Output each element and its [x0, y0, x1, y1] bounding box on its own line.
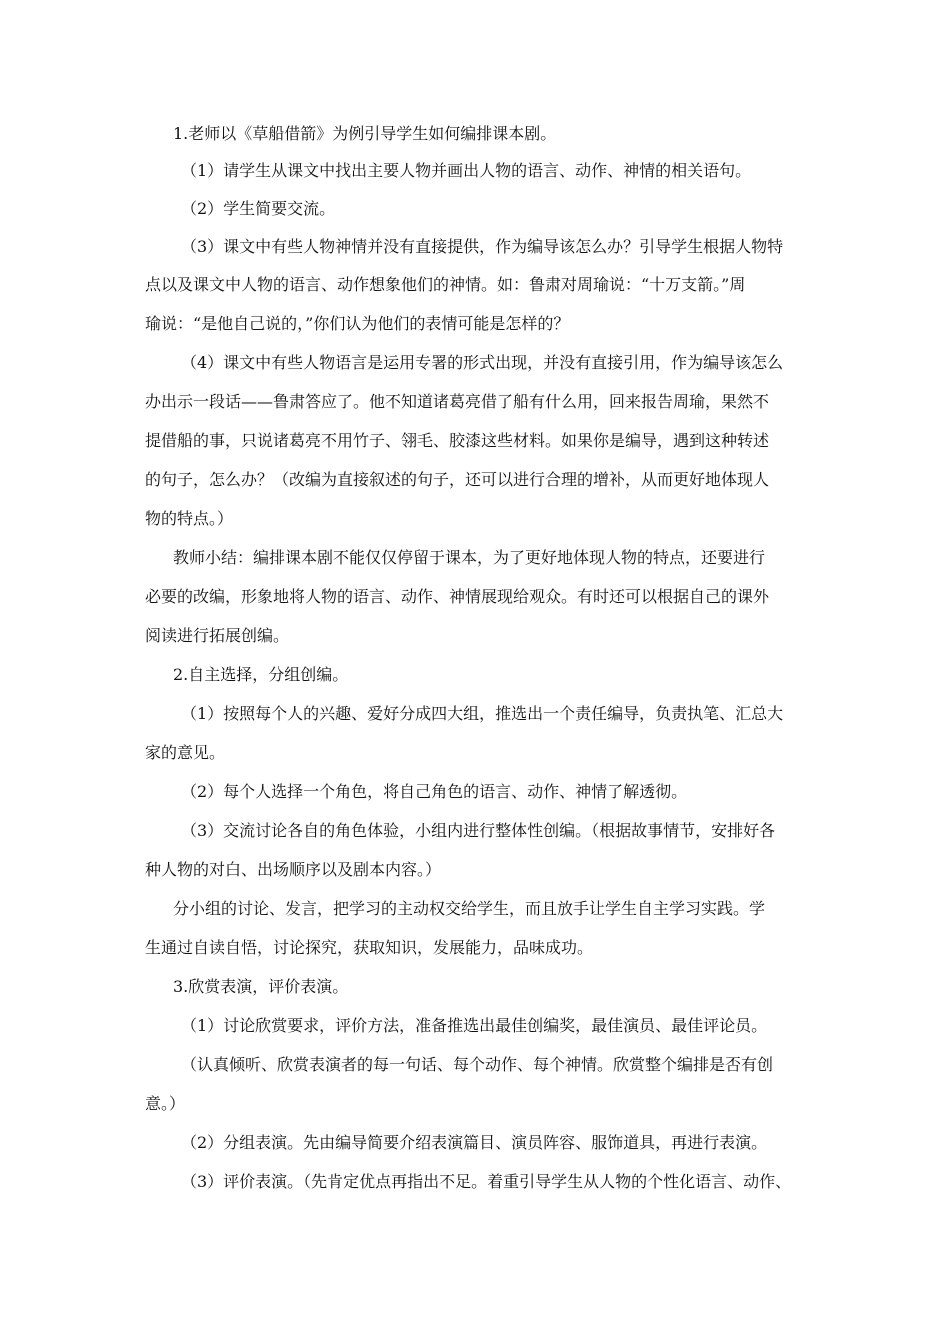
paragraph-line: （3）课文中有些人物神情并没有直接提供，作为编导该怎么办？引导学生根据人物特: [181, 237, 784, 256]
paragraph-line: （1）请学生从课文中找出主要人物并画出人物的语言、动作、神情的相关语句。: [181, 161, 752, 180]
paragraph-line: 必要的改编，形象地将人物的语言、动作、神情展现给观众。有时还可以根据自己的课外: [145, 587, 770, 606]
paragraph-line: （2）分组表演。先由编导简要介绍表演篇目、演员阵容、服饰道具，再进行表演。: [181, 1133, 768, 1152]
section-heading-3: 3.欣赏表演，评价表演。: [173, 977, 349, 996]
paragraph-line: （1）讨论欣赏要求，评价方法，准备推选出最佳创编奖，最佳演员、最佳评论员。: [181, 1016, 768, 1035]
paragraph-line: 生通过自读自悟，讨论探究，获取知识，发展能力，品味成功。: [145, 938, 594, 957]
paragraph-line: 办出示一段话——鲁肃答应了。他不知道诸葛亮借了船有什么用，回来报告周瑜，果然不: [145, 392, 770, 411]
paragraph-line: （3）交流讨论各自的角色体验，小组内进行整体性创编。（根据故事情节，安排好各: [181, 821, 776, 840]
paragraph-line: （1）按照每个人的兴趣、爱好分成四大组，推选出一个责任编导，负责执笔、汇总大: [181, 704, 784, 723]
section-heading-2: 2.自主选择，分组创编。: [173, 665, 349, 684]
paragraph-line: 阅读进行拓展创编。: [145, 626, 290, 645]
paragraph-line: （4）课文中有些人物语言是运用专署的形式出现，并没有直接引用，作为编导该怎么: [181, 353, 784, 372]
section-heading-1: 1.老师以《草船借箭》为例引导学生如何编排课本剧。: [173, 124, 557, 143]
paragraph-line: 分小组的讨论、发言，把学习的主动权交给学生，而且放手让学生自主学习实践。学: [173, 899, 766, 918]
paragraph-line: 意。）: [145, 1094, 186, 1113]
paragraph-line: 提借船的事，只说诸葛亮不用竹子、翎毛、胶漆这些材料。如果你是编导，遇到这种转述: [145, 431, 770, 450]
paragraph-line: （认真倾听、欣赏表演者的每一句话、每个动作、每个神情。欣赏整个编排是否有创: [181, 1055, 774, 1074]
paragraph-line: 家的意见。: [145, 743, 226, 762]
paragraph-line: 种人物的对白、出场顺序以及剧本内容。）: [145, 860, 442, 879]
paragraph-line: 物的特点。）: [145, 509, 234, 528]
paragraph-line: 点以及课文中人物的语言、动作想象他们的神情。如：鲁肃对周瑜说：“十万支箭。”周: [145, 275, 746, 294]
paragraph-line: 的句子，怎么办？（改编为直接叙述的句子，还可以进行合理的增补，从而更好地体现人: [145, 470, 770, 489]
paragraph-line: （2）学生简要交流。: [181, 199, 336, 218]
paragraph-line: 教师小结：编排课本剧不能仅仅停留于课本，为了更好地体现人物的特点，还要进行: [173, 548, 766, 567]
paragraph-line: （3）评价表演。（先肯定优点再指出不足。着重引导学生从人物的个性化语言、动作、: [181, 1172, 792, 1191]
paragraph-line: （2）每个人选择一个角色，将自己角色的语言、动作、神情了解透彻。: [181, 782, 688, 801]
paragraph-line: 瑜说：“是他自己说的，”你们认为他们的表情可能是怎样的？: [145, 314, 570, 333]
